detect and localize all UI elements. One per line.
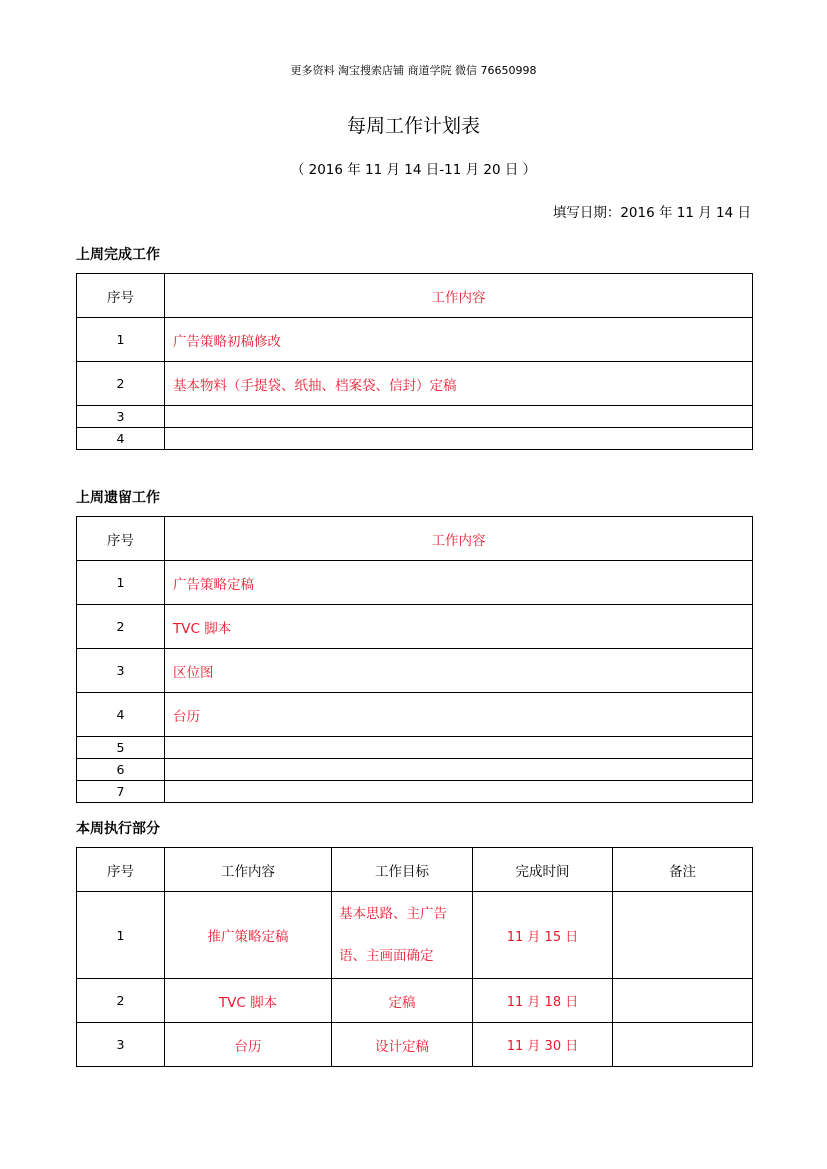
row-number: 1 xyxy=(77,318,165,362)
row-goal: 基本思路、主广告语、主画面确定 xyxy=(332,892,473,979)
table-header-row xyxy=(77,848,753,892)
row-content: 区位图 xyxy=(165,649,753,693)
row-number: 1 xyxy=(77,561,165,605)
table-row xyxy=(77,979,753,1023)
table-row xyxy=(77,737,753,759)
table-row xyxy=(77,605,753,649)
row-content: 台历 xyxy=(165,1023,332,1067)
row-number: 7 xyxy=(77,781,165,803)
table-row xyxy=(77,428,753,450)
row-content: 基本物料（手提袋、纸抽、档案袋、信封）定稿 xyxy=(165,362,753,406)
table-this-week xyxy=(76,847,753,1067)
row-time: 11 月 30 日 xyxy=(473,1023,613,1067)
row-number: 4 xyxy=(77,428,165,450)
row-note xyxy=(613,892,753,979)
table-row xyxy=(77,781,753,803)
row-content xyxy=(165,737,753,759)
table-header-row xyxy=(77,517,753,561)
column-header-no: 序号 xyxy=(77,517,165,561)
table-pending xyxy=(76,516,753,803)
column-header-no: 序号 xyxy=(77,848,165,892)
section-title-this-week: 本周执行部分 xyxy=(76,821,160,837)
row-number: 2 xyxy=(77,362,165,406)
row-content: 广告策略初稿修改 xyxy=(165,318,753,362)
row-note xyxy=(613,979,753,1023)
row-number: 6 xyxy=(77,759,165,781)
row-content xyxy=(165,428,753,450)
table-row xyxy=(77,649,753,693)
table-done xyxy=(76,273,753,450)
row-number: 3 xyxy=(77,649,165,693)
column-header-no: 序号 xyxy=(77,274,165,318)
page-title: 每周工作计划表 xyxy=(346,115,480,137)
row-time: 11 月 18 日 xyxy=(473,979,613,1023)
row-content: TVC 脚本 xyxy=(165,979,332,1023)
row-number: 2 xyxy=(77,605,165,649)
column-header-content: 工作内容 xyxy=(165,274,753,318)
row-content: 台历 xyxy=(165,693,753,737)
row-content xyxy=(165,781,753,803)
row-content: 广告策略定稿 xyxy=(165,561,753,605)
row-number: 5 xyxy=(77,737,165,759)
row-content: 推广策略定稿 xyxy=(165,892,332,979)
table-row xyxy=(77,759,753,781)
table-row xyxy=(77,362,753,406)
row-goal: 设计定稿 xyxy=(332,1023,473,1067)
row-number: 1 xyxy=(77,892,165,979)
date-range: （ 2016 年 11 月 14 日-11 月 20 日 ） xyxy=(290,162,537,178)
header-note: 更多资料 淘宝搜索店铺 商道学院 微信 76650998 xyxy=(290,64,537,77)
table-row xyxy=(77,561,753,605)
row-content xyxy=(165,406,753,428)
column-header-content: 工作内容 xyxy=(165,517,753,561)
column-header-goal: 工作目标 xyxy=(332,848,473,892)
section-title-done: 上周完成工作 xyxy=(76,247,160,263)
row-number: 4 xyxy=(77,693,165,737)
row-number: 2 xyxy=(77,979,165,1023)
section-title-pending: 上周遗留工作 xyxy=(76,490,160,506)
column-header-content: 工作内容 xyxy=(165,848,332,892)
row-content: TVC 脚本 xyxy=(165,605,753,649)
row-number: 3 xyxy=(77,406,165,428)
fill-date: 填写日期：2016 年 11 月 14 日 xyxy=(552,205,751,221)
row-number: 3 xyxy=(77,1023,165,1067)
table-row xyxy=(77,1023,753,1067)
table-row xyxy=(77,892,753,979)
table-row xyxy=(77,693,753,737)
column-header-time: 完成时间 xyxy=(473,848,613,892)
column-header-note: 备注 xyxy=(613,848,753,892)
table-row xyxy=(77,406,753,428)
table-header-row xyxy=(77,274,753,318)
row-time: 11 月 15 日 xyxy=(473,892,613,979)
row-goal: 定稿 xyxy=(332,979,473,1023)
table-row xyxy=(77,318,753,362)
row-note xyxy=(613,1023,753,1067)
row-content xyxy=(165,759,753,781)
